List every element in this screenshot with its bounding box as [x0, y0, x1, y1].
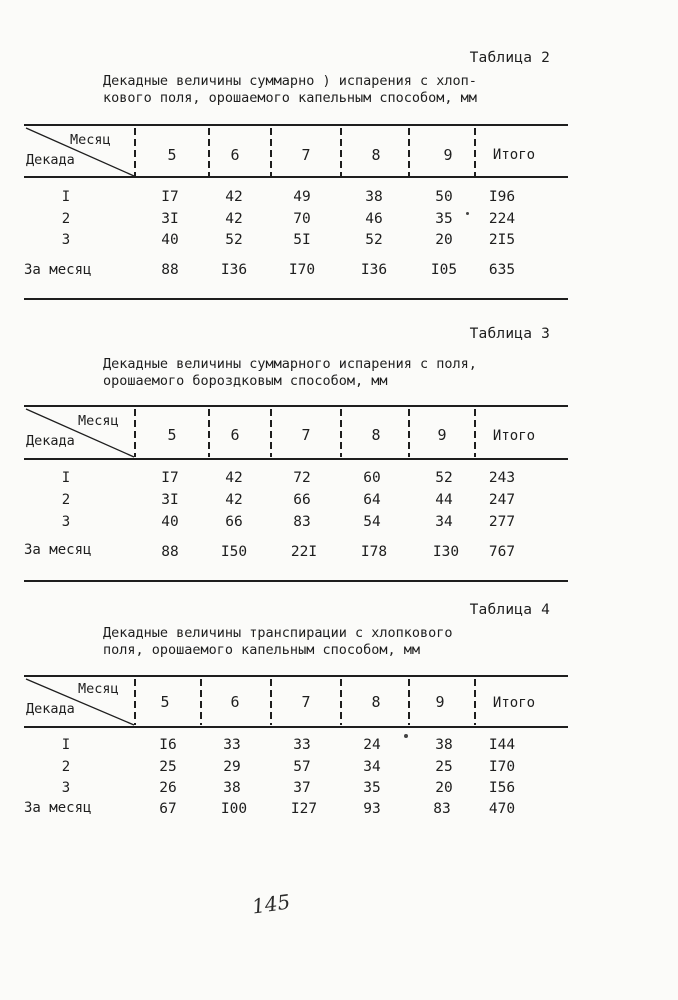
table-4-total-label: За месяц — [24, 800, 92, 816]
table-4-cell: I56 — [488, 780, 516, 796]
table-4-header-rule — [24, 726, 568, 728]
table-4-col-header: 5 — [160, 693, 170, 711]
table-2-col-separator — [270, 128, 272, 176]
table-3-label: Таблица 3 — [469, 326, 550, 342]
table-4-col-separator — [474, 679, 476, 725]
table-2-cell: I7 — [161, 189, 179, 205]
table-2-header-month: Месяц — [70, 132, 111, 148]
table-2-row-label: 3 — [61, 232, 71, 248]
table-3-col-header: 5 — [167, 426, 177, 444]
table-4-col-separator — [408, 679, 410, 725]
table-2-cell: 20 — [435, 232, 453, 248]
table-4-col-separator — [200, 679, 202, 725]
table-4-col-header-itogo: Итого — [492, 695, 536, 711]
table-2-bottom-rule — [24, 298, 568, 300]
table-2-col-header-itogo: Итого — [492, 147, 536, 163]
table-2-col-separator — [474, 128, 476, 176]
table-3-cell: 767 — [488, 544, 516, 560]
table-2-cell: I05 — [430, 262, 458, 278]
table-3-cell: 66 — [293, 492, 311, 508]
table-4-cell: I6 — [159, 737, 177, 753]
table-4-cell: I44 — [488, 737, 516, 753]
table-2-row-label: I — [61, 189, 71, 205]
table-2-caption-line-2: кового поля, орошаемого капельным способом, мм — [103, 90, 477, 106]
table-2-cell: 49 — [293, 189, 311, 205]
table-3-col-separator — [134, 409, 136, 457]
table-3-header-rule — [24, 458, 568, 460]
table-2-cell: 35 — [435, 211, 453, 227]
scan-speck — [404, 734, 408, 738]
table-4-row-label: I — [61, 737, 71, 753]
table-2-col-header: 5 — [167, 146, 177, 164]
table-2-cell: 46 — [365, 211, 383, 227]
table-2-cell: 38 — [365, 189, 383, 205]
table-3-col-separator — [474, 409, 476, 457]
table-3-col-header: 6 — [230, 426, 240, 444]
table-2-cell: 52 — [365, 232, 383, 248]
table-3-cell: I7 — [161, 470, 179, 486]
table-3-cell: 83 — [293, 514, 311, 530]
table-3-col-separator — [208, 409, 210, 457]
table-2-cell: 50 — [435, 189, 453, 205]
table-2-cell: 52 — [225, 232, 243, 248]
table-3-cell: 277 — [488, 514, 516, 530]
table-2-cell: 42 — [225, 211, 243, 227]
table-2-cell: 2I5 — [488, 232, 516, 248]
table-3-col-header: 9 — [437, 426, 447, 444]
table-3-col-separator — [408, 409, 410, 457]
handwritten-page-number: 145 — [250, 889, 292, 919]
table-2-cell: 5I — [293, 232, 311, 248]
table-4-row-label: 2 — [61, 759, 71, 775]
table-2-cell: I36 — [360, 262, 388, 278]
table-3-col-header: 7 — [301, 426, 311, 444]
table-4-cell: 25 — [435, 759, 453, 775]
table-2-cell: 42 — [225, 189, 243, 205]
table-3-cell: 72 — [293, 470, 311, 486]
table-2-col-header: 8 — [371, 146, 381, 164]
table-2-cell: 635 — [488, 262, 516, 278]
table-3-total-label: За месяц — [24, 542, 92, 558]
table-4-cell: 34 — [363, 759, 381, 775]
table-3-row-label: I — [61, 470, 71, 486]
table-2-cell: 3I — [161, 211, 179, 227]
table-4-col-header: 7 — [301, 693, 311, 711]
table-4-cell: 38 — [223, 780, 241, 796]
table-3-caption-line-1: Декадные величины суммарного испарения с поля, — [103, 356, 477, 372]
table-4-cell: 20 — [435, 780, 453, 796]
table-4-col-header: 8 — [371, 693, 381, 711]
table-4-cell: 26 — [159, 780, 177, 796]
table-3-cell: I78 — [360, 544, 388, 560]
table-3-cell: 243 — [488, 470, 516, 486]
table-3-cell: 60 — [363, 470, 381, 486]
table-4-cell: 24 — [363, 737, 381, 753]
table-4-cell: I27 — [290, 801, 318, 817]
table-4-label: Таблица 4 — [469, 602, 550, 618]
table-2-col-separator — [340, 128, 342, 176]
table-4-cell: 29 — [223, 759, 241, 775]
table-4-cell: 37 — [293, 780, 311, 796]
table-3-col-separator — [270, 409, 272, 457]
table-2-cell: I96 — [488, 189, 516, 205]
table-2-label: Таблица 2 — [469, 50, 550, 66]
table-2-row-label: 2 — [61, 211, 71, 227]
scan-speck — [466, 212, 469, 215]
table-3-col-header: 8 — [371, 426, 381, 444]
table-3-row-label: 3 — [61, 514, 71, 530]
table-2-caption-line-1: Декадные величины суммарно ) испарения с хлоп- — [103, 73, 477, 89]
table-2-col-separator — [408, 128, 410, 176]
table-4-cell: 93 — [363, 801, 381, 817]
table-4-caption-line-2: поля, орошаемого капельным способом, мм — [103, 642, 420, 658]
table-4-cell: 25 — [159, 759, 177, 775]
table-2-header-rule — [24, 176, 568, 178]
table-2-total-label: За месяц — [24, 262, 92, 278]
table-3-cell: I50 — [220, 544, 248, 560]
table-4-col-header: 6 — [230, 693, 240, 711]
table-4-cell: 470 — [488, 801, 516, 817]
table-4-cell: 67 — [159, 801, 177, 817]
table-3-cell: 42 — [225, 492, 243, 508]
table-2-col-header: 7 — [301, 146, 311, 164]
table-3-cell: 40 — [161, 514, 179, 530]
table-4-header-month: Месяц — [78, 681, 119, 697]
table-4-cell: 83 — [433, 801, 451, 817]
table-2-cell: I70 — [288, 262, 316, 278]
table-2-col-header: 6 — [230, 146, 240, 164]
table-2-col-separator — [134, 128, 136, 176]
table-3-col-header-itogo: Итого — [492, 428, 536, 444]
table-2-header-dekada: Декада — [26, 152, 75, 168]
table-2-cell: 40 — [161, 232, 179, 248]
table-2-col-header: 9 — [443, 146, 453, 164]
table-4-col-separator — [340, 679, 342, 725]
table-4-cell: 33 — [293, 737, 311, 753]
table-3-cell: 247 — [488, 492, 516, 508]
table-3-caption-line-2: орошаемого бороздковым способом, мм — [103, 373, 388, 389]
table-3-cell: 66 — [225, 514, 243, 530]
table-3-cell: 44 — [435, 492, 453, 508]
table-4-cell: 33 — [223, 737, 241, 753]
table-3-header-dekada: Декада — [26, 433, 75, 449]
table-4-cell: 38 — [435, 737, 453, 753]
table-4-cell: I70 — [488, 759, 516, 775]
table-4-col-separator — [134, 679, 136, 725]
table-4-cell: I00 — [220, 801, 248, 817]
table-2-col-separator — [208, 128, 210, 176]
table-3-cell: 64 — [363, 492, 381, 508]
table-4-col-header: 9 — [435, 693, 445, 711]
table-4-header-dekada: Декада — [26, 701, 75, 717]
table-3-cell: 52 — [435, 470, 453, 486]
table-3-cell: 34 — [435, 514, 453, 530]
table-2-cell: 70 — [293, 211, 311, 227]
table-4-cell: 35 — [363, 780, 381, 796]
table-3-cell: 88 — [161, 544, 179, 560]
table-3-cell: 42 — [225, 470, 243, 486]
table-2-cell: 224 — [488, 211, 516, 227]
table-2-cell: 88 — [161, 262, 179, 278]
table-3-row-label: 2 — [61, 492, 71, 508]
table-4-caption-line-1: Декадные величины транспирации с хлопкового — [103, 625, 453, 641]
table-3-cell: 54 — [363, 514, 381, 530]
table-3-cell: 22I — [290, 544, 318, 560]
table-3-header-month: Месяц — [78, 413, 119, 429]
table-3-col-separator — [340, 409, 342, 457]
table-4-col-separator — [270, 679, 272, 725]
table-2-cell: I36 — [220, 262, 248, 278]
table-3-cell: I30 — [432, 544, 460, 560]
table-3-bottom-rule — [24, 580, 568, 582]
table-3-cell: 3I — [161, 492, 179, 508]
table-4-row-label: 3 — [61, 780, 71, 796]
table-4-cell: 57 — [293, 759, 311, 775]
